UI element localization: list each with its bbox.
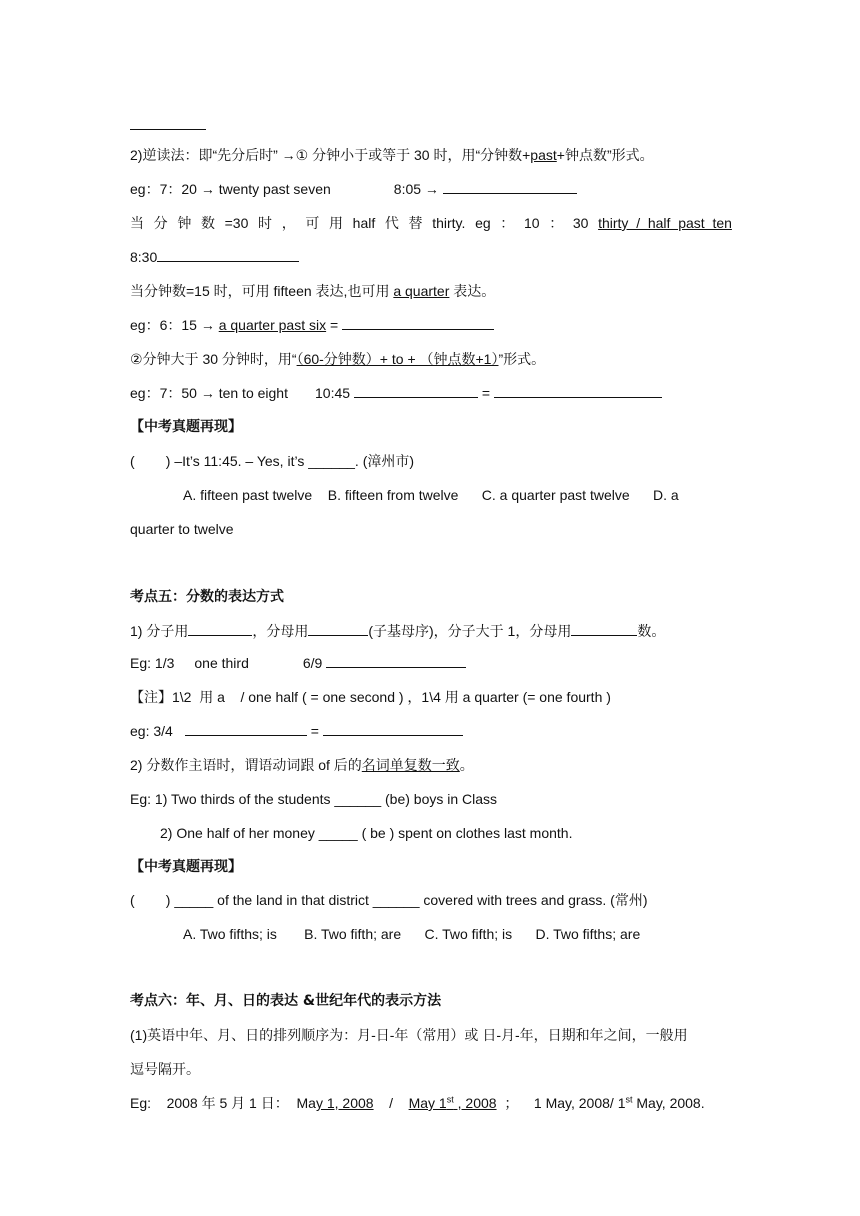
word: 可 (305, 215, 320, 231)
text: +钟点数”形式。 (556, 147, 654, 163)
text: Eg: 1/3 (130, 655, 175, 671)
text: eg：7：20 → twenty past seven (130, 181, 331, 197)
underlined-text: thirty / half past ten (598, 215, 732, 231)
answer-blank-top (130, 129, 206, 130)
word: half (352, 215, 376, 231)
answer-blank (494, 383, 662, 398)
text: 。 (459, 757, 474, 773)
example-line-fraction (130, 653, 732, 673)
word: ： (549, 215, 564, 231)
text: 8:05 → (393, 181, 439, 197)
section-heading-exam: 【中考真题再现】 (130, 419, 242, 435)
text-line-over-30 (130, 349, 732, 369)
exam-question-1: ( ) –It’s 11:45. – Yes, it’s ______. (漳州市) (130, 453, 415, 469)
text: 2)逆读法：即“先分后时” →① 分钟小于或等于 30 时，用“分钟数+ (130, 147, 531, 163)
example-line-750 (130, 383, 732, 403)
text-line-half (130, 213, 732, 233)
text: May, 2008. (632, 1095, 705, 1111)
word: 替 (408, 215, 423, 231)
word: 代 (384, 215, 399, 231)
text: 10:45 (315, 385, 351, 401)
text: 8:30 (130, 249, 158, 265)
text: eg：7：50 → ten to eight (130, 385, 288, 401)
example-line-830 (130, 247, 732, 267)
example-line-34 (130, 721, 732, 741)
word: =30 (224, 215, 249, 231)
underlined-date (409, 1095, 497, 1111)
example-line-date (130, 1093, 732, 1113)
answer-blank (323, 721, 463, 736)
exam-question-2: ( ) _____ of the land in that district ______ covered with trees and grass. (常州) (130, 892, 648, 908)
text: 2) 分数作主语时，谓语动词跟 of 后的 (130, 757, 362, 773)
text: May 1 (408, 1095, 447, 1111)
text-line-quarter (130, 281, 732, 301)
underlined-text: （60-分钟数）+ to + （钟点数+1） (296, 351, 499, 367)
text: = (330, 317, 339, 333)
answer-blank (342, 315, 494, 330)
answer-blank (185, 721, 307, 736)
section-heading-exam-2: 【中考真题再现】 (130, 859, 242, 875)
answer-blank (354, 383, 478, 398)
answer-blank (443, 179, 577, 194)
word: 30 (572, 215, 589, 231)
example-line-half: 2) One half of her money _____ ( be ) spent on clothes last month. (160, 825, 573, 841)
example-line-1 (130, 179, 732, 199)
section-title-fractions: 考点五：分数的表达方式 (130, 589, 284, 605)
answer-blank (308, 621, 368, 636)
text-line-reverse-reading (130, 145, 732, 165)
word: 10 (523, 215, 540, 231)
underlined-text: 名词单复数一致 (361, 757, 460, 773)
underlined-text: past (530, 147, 557, 163)
answer-blank (571, 621, 637, 636)
underlined-text: y 1, 2008 (315, 1095, 374, 1111)
word: thirty. (432, 215, 466, 231)
superscript: st (446, 1094, 454, 1105)
text-line-fraction-subject (130, 755, 732, 775)
text: , 2008 (453, 1095, 497, 1111)
word: 用 (329, 215, 343, 231)
text: / (389, 1095, 394, 1111)
exam-options-1: A. fifteen past twelve B. fifteen from twelve C. a quarter past twelve D. a (183, 487, 679, 503)
text-line-date-order-2: 逗号隔开。 (130, 1061, 200, 1077)
text: ②分钟大于 30 分钟时，用“ (130, 351, 297, 367)
text: Eg: 2008 年 5 月 1 日： Ma (130, 1095, 316, 1111)
text: eg: 3/4 (130, 723, 173, 739)
exam-options-1-tail: quarter to twelve (130, 521, 234, 537)
underlined-text: a quarter (393, 283, 450, 299)
word: ： (500, 215, 515, 231)
text-line-date-order: (1)英语中年、月、日的排列顺序为：月-日-年（常用）或 日-月-年，日期和年之间，一般用 (130, 1027, 688, 1043)
exam-options-2: A. Two fifths; is B. Two fifth; are C. Two fifth; is D. Two fifths; are (183, 926, 641, 942)
word: 当 (130, 215, 144, 231)
answer-blank (188, 621, 252, 636)
text: = (310, 723, 319, 739)
text-line-fraction-rule (130, 621, 732, 641)
text: 当分钟数=15 时，可用 fifteen 表达,也可用 (130, 283, 390, 299)
text: ”形式。 (498, 351, 546, 367)
justified-line (130, 213, 732, 233)
text: eg：6：15 → (130, 317, 215, 333)
example-line-thirds: Eg: 1) Two thirds of the students ______ (be) boys in Class (130, 791, 498, 807)
underlined-text: a quarter past six (218, 317, 327, 333)
text: ； 1 May, 2008/ 1 (504, 1095, 626, 1111)
text: one third (194, 655, 249, 671)
word: eg (475, 215, 491, 231)
answer-blank (326, 653, 466, 668)
text: 数。 (637, 623, 666, 639)
superscript: st (625, 1094, 633, 1105)
note-line: 【注】1\2 用 a / one half ( = one second ) ，1\4 用 a quarter (= one fourth ) (130, 689, 611, 705)
section-title-dates: 考点六：年、月、日的表达 &世纪年代的表示方法 (130, 993, 442, 1009)
word: 分 (153, 215, 168, 231)
text: 1) 分子用 (130, 623, 189, 639)
text: ，分母用 (252, 623, 309, 639)
word: 钟 (177, 215, 192, 231)
example-line-615 (130, 315, 732, 335)
answer-blank (157, 247, 299, 262)
text: = (481, 385, 491, 401)
text: 表达。 (453, 283, 496, 299)
word: 数 (200, 215, 215, 231)
word: 时 (258, 215, 273, 231)
text: (子基母序)，分子大于 1，分母用 (368, 623, 572, 639)
text: 6/9 (302, 655, 323, 671)
word: ， (281, 215, 296, 231)
